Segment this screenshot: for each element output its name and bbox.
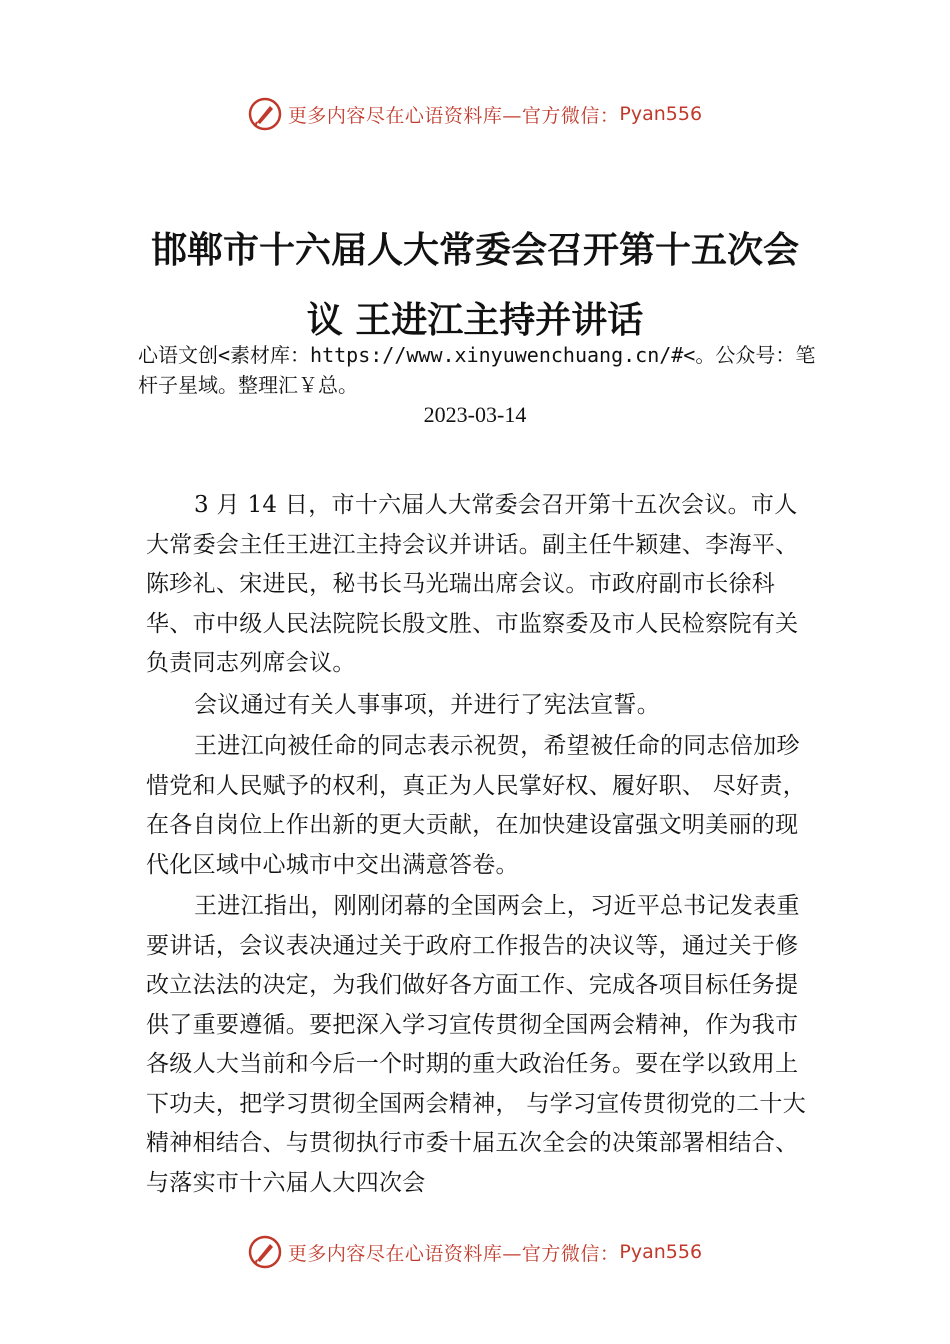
- article-body: [146, 486, 818, 1203]
- banner-wechat-id: Pyan556: [619, 103, 703, 125]
- paragraph: 王进江向被任命的同志表示祝贺，希望被任命的同志倍加珍惜党和人民赋予的权利，真正为人民掌好权、履好职、 尽好责，在各自岗位上作出新的更大贡献，在加快建设富强文明美丽的现代化区域中心城市中交出满意答卷。: [146, 733, 807, 878]
- publish-date: 2023-03-14: [423, 402, 527, 427]
- paragraph: 王进江指出，刚刚闭幕的全国两会上，习近平总书记发表重要讲话，会议表决通过关于政府工作报告的决议等，通过关于修改立法法的决定，为我们做好各方面工作、完成各项目标任务提供了重要遵循。要把深入学习宣传贯彻全国两会精神，作为我市各级人大当前和今后一个时期的重大政治任务。要在学以致用上下功夫，把学习贯彻全国两会精神， 与学习宣传贯彻党的二十大精神相结合、与贯彻执行市委十届五次全会的决策部署相结合、与落实市十六届人大四次会: [146, 893, 807, 1196]
- source-note: 心语文创<素材库：https://www.xinyuwenchuang.cn/#<。公众号：笔杆子星域。整理汇￥总。: [138, 343, 816, 397]
- article-title-line-1: 邯郸市十六届人大常委会召开第十五次会: [150, 230, 799, 271]
- header-banner: [0, 94, 950, 134]
- quill-logo-icon: [248, 97, 282, 131]
- banner-text: 更多内容尽在心语资料库—官方微信：: [287, 1242, 620, 1265]
- footer-banner: [0, 1232, 950, 1272]
- banner-wechat-id: Pyan556: [619, 1241, 703, 1263]
- article-title-line-2: 议 王进江主持并讲话: [306, 300, 644, 341]
- quill-logo-icon: [248, 1235, 282, 1269]
- paragraph: 会议通过有关人事事项，并进行了宪法宣誓。: [194, 691, 660, 718]
- paragraph: 3 月 14 日，市十六届人大常委会召开第十五次会议。市人大常委会主任王进江主持会议并讲话。副主任牛颖建、李海平、陈珍礼、宋进民，秘书长马光瑞出席会议。市政府副市长徐科华、市中级人民法院院长殷文胜、市监察委及市人民检察院有关负责同志列席会议。: [146, 492, 799, 676]
- banner-text: 更多内容尽在心语资料库—官方微信：: [287, 104, 620, 127]
